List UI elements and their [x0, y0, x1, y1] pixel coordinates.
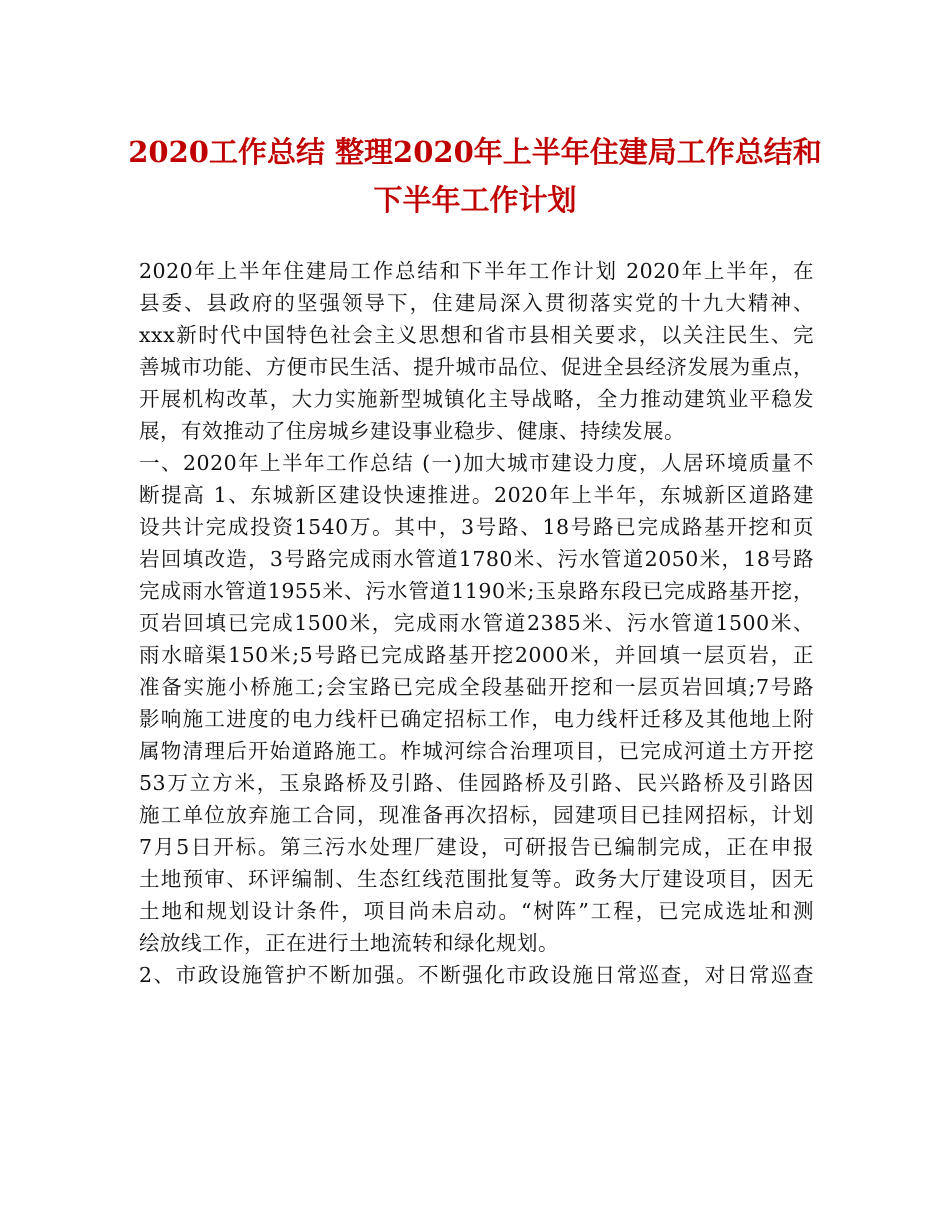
paragraph-section-1	[139, 447, 814, 959]
text-line: 影响施工进度的电力线杆已确定招标工作，电力线杆迁移及其他地上附	[139, 707, 814, 731]
text-line: 准备实施小桥施工;会宝路已完成全段基础开挖和一层页岩回填;7号路	[139, 675, 814, 699]
text-line: 土地和规划设计条件，项目尚未启动。“树阵”工程，已完成选址和测	[139, 899, 814, 923]
document-title: 2020工作总结 整理2020年上半年住建局工作总结和下半年工作计划	[128, 135, 822, 217]
paragraph-intro	[139, 255, 814, 447]
text-line: xxx新时代中国特色社会主义思想和省市县相关要求，以关注民生、完	[139, 323, 814, 347]
text-line: 页岩回填已完成1500米，完成雨水管道2385米、污水管道1500米、	[139, 611, 814, 635]
text-line: 7月5日开标。第三污水处理厂建设，可研报告已编制完成，正在申报	[139, 835, 814, 859]
text-line: 雨水暗渠150米;5号路已完成路基开挖2000米，并回填一层页岩，正	[139, 643, 814, 667]
document-body	[139, 255, 814, 991]
text-line: 土地预审、环评编制、生态红线范围批复等。政务大厅建设项目，因无	[139, 867, 814, 891]
text-line: 设共计完成投资1540万。其中，3号路、18号路已完成路基开挖和页	[139, 515, 814, 539]
text-line: 岩回填改造，3号路完成雨水管道1780米、污水管道2050米，18号路	[139, 547, 814, 571]
text-line: 2020年上半年住建局工作总结和下半年工作计划 2020年上半年，在	[139, 259, 814, 283]
text-line: 属物清理后开始道路施工。柞城河综合治理项目，已完成河道土方开挖	[139, 739, 814, 763]
text-line: 完成雨水管道1955米、污水管道1190米;玉泉路东段已完成路基开挖，	[139, 579, 814, 603]
text-line: 善城市功能、方便市民生活、提升城市品位、促进全县经济发展为重点，	[139, 355, 814, 379]
text-line: 开展机构改革，大力实施新型城镇化主导战略，全力推动建筑业平稳发	[139, 387, 814, 411]
text-line: 施工单位放弃施工合同，现准备再次招标，园建项目已挂网招标，计划	[139, 803, 814, 827]
paragraph-section-2	[139, 959, 814, 991]
text-line: 一、2020年上半年工作总结 (一)加大城市建设力度，人居环境质量不	[139, 451, 814, 475]
text-line: 县委、县政府的坚强领导下，住建局深入贯彻落实党的十九大精神、	[139, 291, 814, 315]
text-line: 断提高 1、东城新区建设快速推进。2020年上半年，东城新区道路建	[139, 483, 814, 507]
text-line: 53万立方米，玉泉路桥及引路、佳园路桥及引路、民兴路桥及引路因	[139, 771, 814, 795]
text-line: 展，有效推动了住房城乡建设事业稳步、健康、持续发展。	[139, 419, 685, 443]
text-line: 2、市政设施管护不断加强。不断强化市政设施日常巡查，对日常巡查	[139, 963, 814, 987]
text-line: 绘放线工作，正在进行土地流转和绿化规划。	[139, 931, 559, 955]
